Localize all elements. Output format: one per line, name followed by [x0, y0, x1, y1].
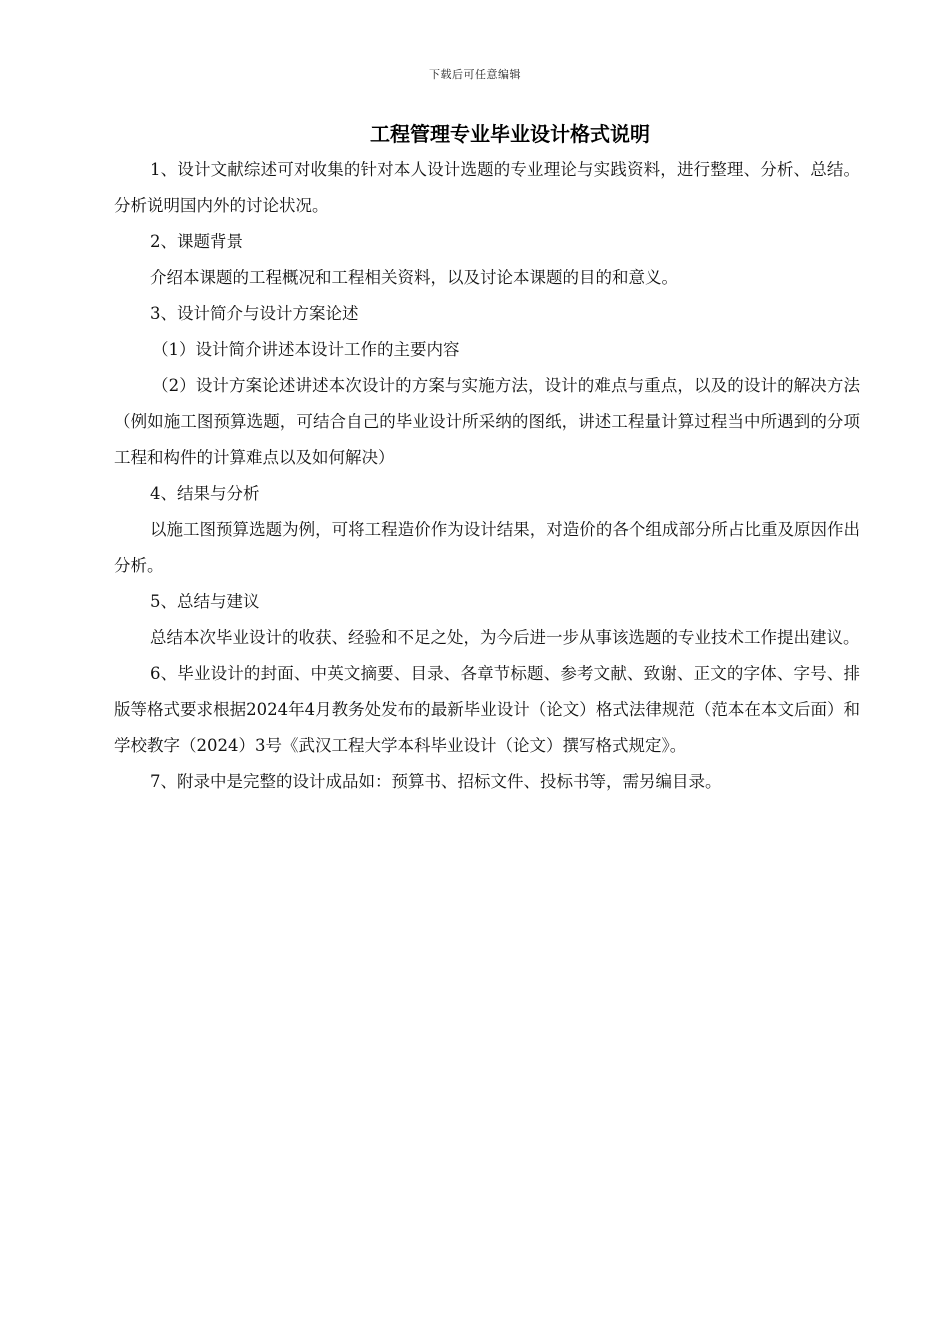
document-title: 工程管理专业毕业设计格式说明 — [370, 122, 650, 146]
paragraph-topic-background: 介绍本课题的工程概况和工程相关资料，以及讨论本课题的目的和意义。 — [150, 268, 678, 287]
paragraph-summary: 总结本次毕业设计的收获、经验和不足之处，为今后进一步从事该选题的专业技术工作提出建议。 — [150, 628, 860, 647]
paragraph-literature-review: 1、设计文献综述可对收集的针对本人设计选题的专业理论与实践资料，进行整理、分析、总结。分析说明国内外的讨论状况。 — [114, 160, 860, 215]
paragraph-format-requirements: 6、毕业设计的封面、中英文摘要、目录、各章节标题、参考文献、致谢、正文的字体、字号、排版等格式要求根据2024年4月教务处发布的最新毕业设计（论文）格式法律规范（范本在本文后面）和学校教字（2024）3号《武汉工程大学本科毕业设计（论文）撰写格式规定》。 — [114, 664, 860, 755]
paragraph-design-scheme: （2）设计方案论述讲述本次设计的方案与实施方法，设计的难点与重点，以及的设计的解决方法（例如施工图预算选题，可结合自己的毕业设计所采纳的图纸，讲述工程量计算过程当中所遇到的分项工程和构件的计算难点以及如何解决） — [114, 376, 860, 467]
paragraph-topic-background-heading: 2、课题背景 — [150, 232, 243, 251]
document-body — [114, 152, 860, 800]
paragraph-results: 以施工图预算选题为例，可将工程造价作为设计结果，对造价的各个组成部分所占比重及原因作出分析。 — [114, 520, 860, 575]
paragraph-appendix: 7、附录中是完整的设计成品如：预算书、招标文件、投标书等，需另编目录。 — [150, 772, 722, 791]
paragraph-results-heading: 4、结果与分析 — [150, 484, 260, 503]
paragraph-summary-heading: 5、总结与建议 — [150, 592, 260, 611]
paragraph-design-heading: 3、设计简介与设计方案论述 — [150, 304, 359, 323]
paragraph-design-intro: （1）设计简介讲述本设计工作的主要内容 — [152, 340, 460, 359]
header-note: 下载后可任意编辑 — [429, 68, 521, 81]
